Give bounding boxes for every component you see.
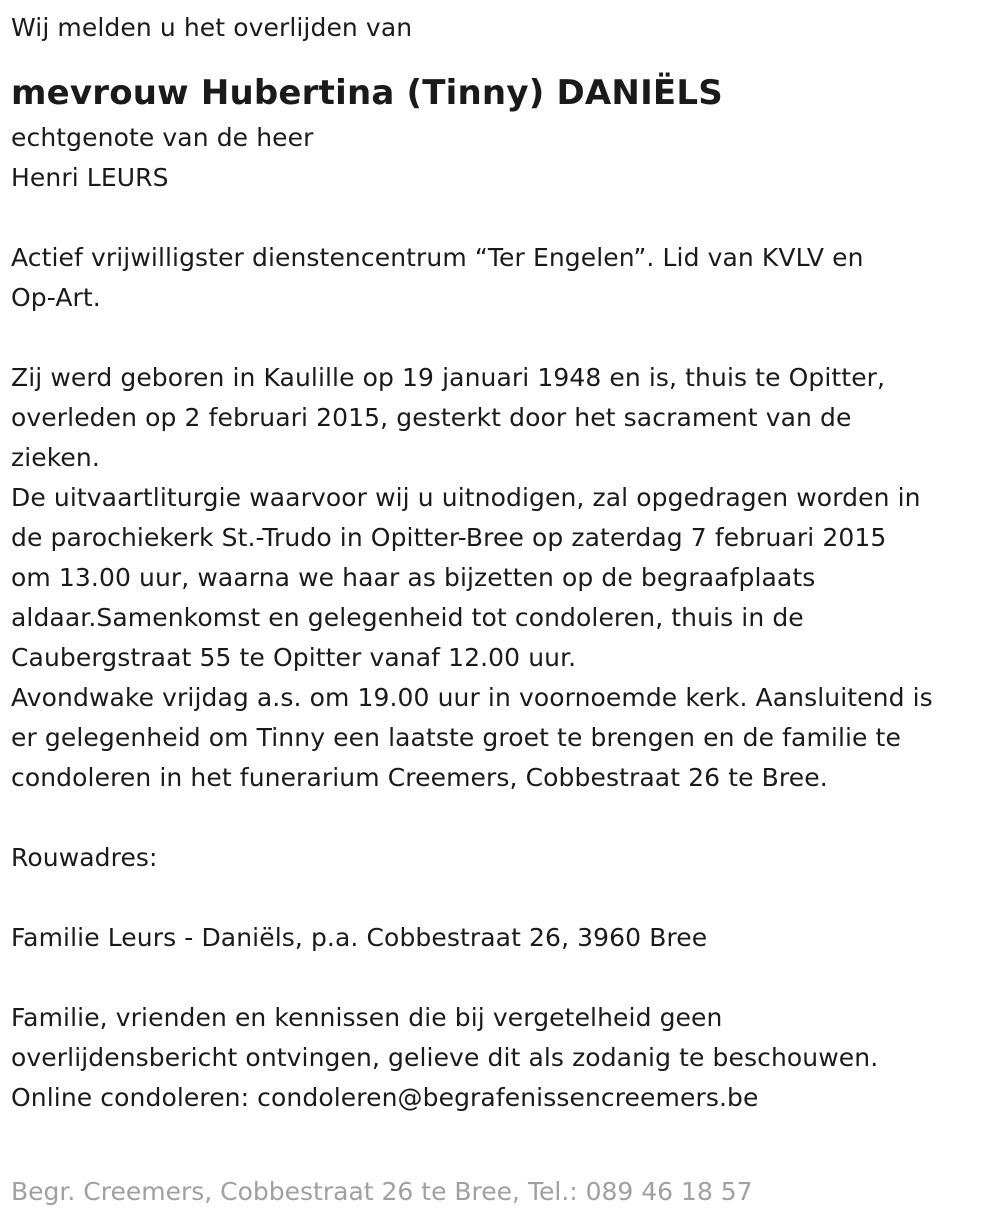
details-line: Avondwake vrijdag a.s. om 19.00 uur in voornoemde kerk. Aansluitend is [11,683,933,712]
address-label: Rouwadres: [11,843,158,872]
spacer [11,318,990,358]
details-line: om 13.00 uur, waarna we haar as bijzetten op de begraafplaats [11,563,816,592]
details-line: de parochiekerk St.-Trudo in Opitter-Bree op zaterdag 7 februari 2015 [11,523,887,552]
details-line: Caubergstraat 55 te Opitter vanaf 12.00 uur. [11,643,577,672]
spouse-name: Henri LEURS [11,163,169,192]
closing-line: Familie, vrienden en kennissen die bij vergetelheid geen [11,1003,723,1032]
spacer [11,798,990,838]
closing-line: overlijdensbericht ontvingen, gelieve dit als zodanig te beschouwen. [11,1043,879,1072]
details-line: Zij werd geboren in Kaulille op 19 januari 1948 en is, thuis te Opitter, [11,363,886,392]
details-line: overleden op 2 februari 2015, gesterkt door het sacrament van de [11,403,852,432]
activity-line: Op-Art. [11,283,101,312]
details-line: De uitvaartliturgie waarvoor wij u uitnodigen, zal opgedragen worden in [11,483,921,512]
activity-line: Actief vrijwilligster dienstencentrum “Ter Engelen”. Lid van KVLV en [11,243,864,272]
funeral-home-footer: Begr. Creemers, Cobbestraat 26 te Bree, Tel.: 089 46 18 57 [11,1177,753,1206]
details-line: condoleren in het funerarium Creemers, Cobbestraat 26 te Bree. [11,763,828,792]
intro-text: Wij melden u het overlijden van [11,13,413,42]
spacer [11,958,990,998]
spacer [11,198,990,238]
details-line: aldaar.Samenkomst en gelegenheid tot condoleren, thuis in de [11,603,804,632]
spouse-line: echtgenote van de heer [11,123,314,152]
details-line: zieken. [11,443,100,472]
spacer [11,878,990,918]
deceased-name: mevrouw Hubertina (Tinny) DANIËLS [11,73,723,113]
mourning-address: Familie Leurs - Daniëls, p.a. Cobbestraat 26, 3960 Bree [11,923,708,952]
online-condolence-line: Online condoleren: condoleren@begrafenissencreemers.be [11,1083,759,1112]
details-line: er gelegenheid om Tinny een laatste groet te brengen en de familie te [11,723,901,752]
